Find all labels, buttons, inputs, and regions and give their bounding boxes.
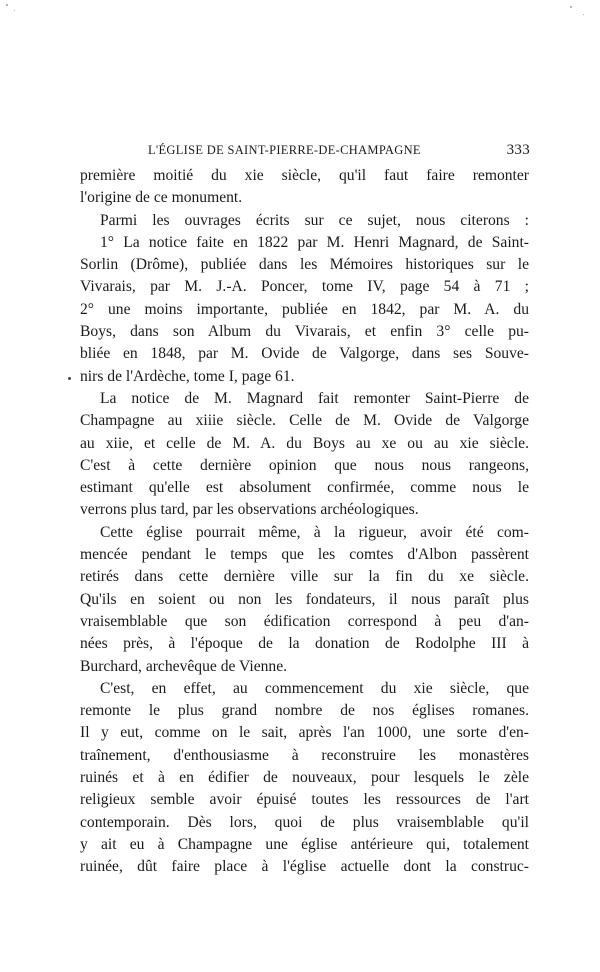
text-line: C'est à cette dernière opinion que nous nous rangeons,	[80, 456, 529, 474]
text-line: l'origine de ce monument.	[80, 189, 243, 207]
speck	[68, 377, 71, 380]
text-line: estimant qu'elle est absolument confirmée, comme nous le	[80, 479, 529, 497]
text-line: Cette église pourrait même, à la rigueur, avoir été com-	[100, 523, 529, 541]
speck	[570, 6, 572, 8]
text-line: Champagne au xiiie siècle. Celle de M. Ovide de Valgorge	[80, 412, 529, 430]
text-line: vraisemblable que son édification correspond à peu d'an-	[80, 612, 529, 630]
text-line: 1° La notice faite en 1822 par M. Henri Magnard, de Saint-	[100, 233, 529, 251]
text-line: contemporain. Dès lors, quoi de plus vraisemblable qu'il	[80, 813, 529, 831]
text-line: nirs de l'Ardèche, tome I, page 61.	[80, 367, 295, 385]
text-line: 2° une moins importante, publiée en 1842, par M. A. du	[80, 300, 529, 318]
text-line: Boys, dans son Album du Vivarais, et enfin 3° celle pu-	[80, 323, 529, 341]
text-line: Qu'ils en soient ou non les fondateurs, il nous paraît plus	[80, 590, 529, 608]
text-line: Sorlin (Drôme), publiée dans les Mémoires historiques sur le	[80, 256, 529, 274]
text-line: au xiie, et celle de M. A. du Boys au xe ou au xie siècle.	[80, 434, 529, 452]
text-line: verrons plus tard, par les observations archéologiques.	[80, 501, 419, 519]
text-line: mencée pendant le temps que les comtes d'Albon passèrent	[80, 546, 529, 564]
text-line: retirés dans cette dernière ville sur la fin du xe siècle.	[80, 568, 529, 586]
text-line: Il y eut, comme on le sait, après l'an 1000, une sorte d'en-	[80, 724, 529, 742]
speck	[6, 4, 8, 6]
running-header	[148, 143, 530, 161]
text-line: bliée en 1848, par M. Ovide de Valgorge, dans ses Souve-	[80, 345, 529, 363]
text-line: y ait eu à Champagne une église antérieure qui, totalement	[80, 835, 529, 853]
text-line: ruinée, dût faire place à l'église actuelle dont la construc-	[80, 858, 529, 876]
text-line: traînement, d'enthousiasme à reconstruire les monastères	[80, 746, 529, 764]
speck	[14, 10, 15, 11]
page-number: 333	[506, 142, 530, 158]
text-line: religieux semble avoir épuisé toutes les ressources de l'art	[80, 791, 529, 809]
text-line: première moitié du xie siècle, qu'il faut faire remonter	[80, 167, 529, 184]
text-line: ruinés et à en édifier de nouveaux, pour lesquels le zèle	[80, 769, 529, 787]
text-line: remonte le plus grand nombre de nos églises romanes.	[80, 702, 529, 720]
running-title: L'ÉGLISE DE SAINT-PIERRE-DE-CHAMPAGNE	[148, 143, 421, 157]
text-line: La notice de M. Magnard fait remonter Saint-Pierre de	[100, 389, 529, 407]
text-line: C'est, en effet, au commencement du xie siècle, que	[100, 679, 529, 697]
body-text	[80, 165, 529, 879]
speck	[583, 14, 584, 15]
text-line: Parmi les ouvrages écrits sur ce sujet, nous citerons :	[100, 211, 529, 229]
text-line: Vivarais, par M. J.-A. Poncer, tome IV, page 54 à 71 ;	[80, 278, 529, 296]
text-line: Burchard, archevêque de Vienne.	[80, 657, 288, 675]
text-line: nées près, à l'époque de la donation de Rodolphe III à	[80, 635, 529, 653]
